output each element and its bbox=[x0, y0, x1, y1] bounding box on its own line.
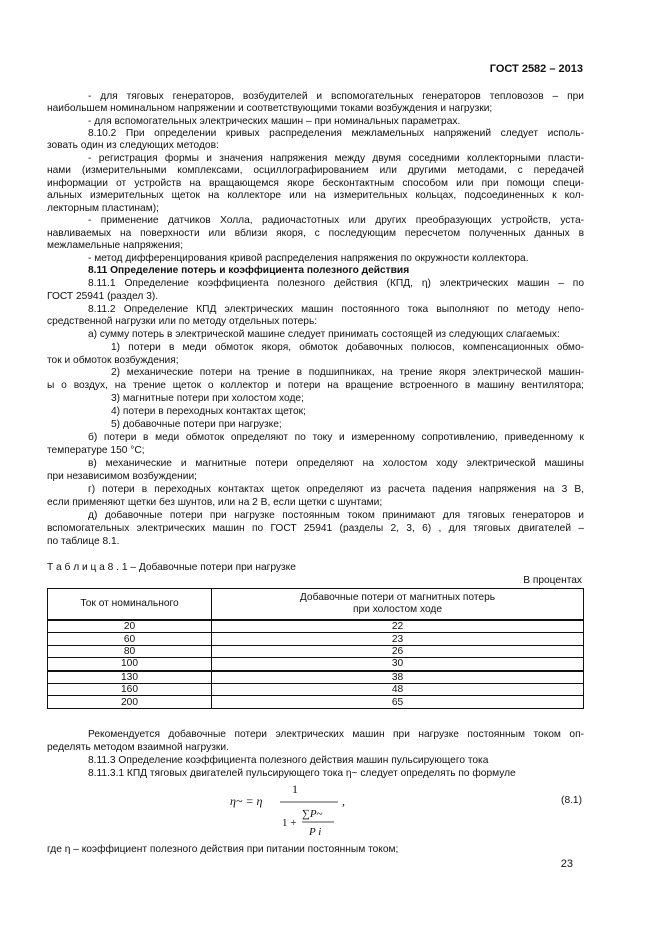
table-cell: 20 bbox=[48, 620, 212, 633]
text-line: температуре 150 °С; bbox=[47, 445, 145, 456]
text-line: - для вспомогательных электрических машин – при номинальных параметрах. bbox=[88, 116, 461, 127]
formula-sum: ∑P~ bbox=[302, 808, 323, 820]
section-heading: 8.11 Определение потерь и коэффициента полезного действия bbox=[88, 265, 410, 276]
table-cell: 23 bbox=[212, 633, 584, 645]
equation-number: (8.1) bbox=[561, 795, 582, 806]
formula-denominator-prefix: 1 + bbox=[282, 817, 297, 829]
table-cell: 30 bbox=[212, 658, 584, 671]
text-line: ГОСТ 25941 (раздел 3). bbox=[47, 291, 159, 302]
document-id: ГОСТ 2582 – 2013 bbox=[489, 63, 583, 75]
efficiency-formula bbox=[230, 781, 370, 843]
text-line: 8.11.3 Определение коэффициента полезного действия машин пульсирующего тока bbox=[88, 755, 489, 766]
text-line: если применяют щетки без шунтов, или на 2 В, если щетки с шунтами; bbox=[47, 497, 383, 508]
table-cell: 65 bbox=[212, 696, 584, 708]
text-line: лекторным пластинам); bbox=[47, 203, 159, 214]
svg-text:,: , bbox=[342, 794, 345, 808]
where-line: где η – коэффициент полезного действия при питании постоянным током; bbox=[47, 844, 399, 855]
table-header-current: Ток от номинального bbox=[48, 589, 212, 621]
table-caption-title: – Добавочные потери при нагрузке bbox=[127, 562, 296, 573]
text-line: - регистрация формы и значения напряжения между двумя соседними коллекторными пласти- bbox=[88, 153, 584, 164]
table-cell: 60 bbox=[48, 633, 212, 645]
table-cell: 130 bbox=[48, 671, 212, 684]
table-cell: 200 bbox=[48, 696, 212, 708]
table-cell: 38 bbox=[212, 671, 584, 684]
text-line: альных измерительных щеток на коллекторе или на измерительных кольцах, подсоединенных к кол- bbox=[47, 190, 584, 201]
text-line: информации от устройств на вращающемся якоре бесконтактным способом или при помощи специ- bbox=[47, 178, 584, 189]
table-cell: 80 bbox=[48, 645, 212, 657]
table-caption-label: Т а б л и ц а 8 . 1 bbox=[47, 562, 128, 573]
table-cell: 26 bbox=[212, 645, 584, 657]
formula-numerator: 1 bbox=[292, 782, 298, 796]
text-line: вспомогательных электрических машин по ГОСТ 25941 (разделы 2, 3, 6) , для тяговых двигателей – bbox=[47, 523, 584, 534]
text-line: 4) потери в переходных контактах щеток; bbox=[111, 406, 306, 417]
text-line: межламельные напряжения; bbox=[47, 240, 184, 251]
table-units: В процентах bbox=[523, 575, 582, 586]
text-line: 8.10.2 При определении кривых распределения межламельных напряжений следует исполь- bbox=[88, 128, 584, 139]
text-line: 1) потери в меди обмоток якоря, обмоток добавочных полюсов, компенсационных обмо- bbox=[111, 342, 584, 353]
table-cell: 22 bbox=[212, 620, 584, 633]
table-cell: 48 bbox=[212, 683, 584, 695]
text-line: 8.11.2 Определение КПД электрических машин постоянного тока выполняют по методу непо- bbox=[88, 304, 584, 315]
text-line: ределять методом взаимной нагрузки. bbox=[47, 742, 229, 753]
table-cell: 160 bbox=[48, 683, 212, 695]
text-line: ток и обмоток возбуждения; bbox=[47, 355, 179, 366]
formula-lhs: η~ = η bbox=[230, 794, 263, 808]
text-line: 8.11.1 Определение коэффициента полезного действия (КПД, η) электрических машин – по bbox=[88, 278, 584, 289]
table-header-losses: Добавочные потери от магнитных потерь при холостом ходе bbox=[212, 589, 584, 621]
text-line: 5) добавочные потери при нагрузке; bbox=[111, 419, 282, 430]
text-line: - метод дифференцирования кривой распределения напряжения по окружности коллектора. bbox=[88, 253, 529, 264]
text-line: по таблице 8.1. bbox=[47, 536, 120, 547]
page-number: 23 bbox=[560, 858, 573, 870]
table-caption bbox=[47, 562, 296, 573]
table-cell: 100 bbox=[48, 658, 212, 671]
text-line: наибольшем номинальном напряжении и соответствующими токами возбуждения и нагрузки; bbox=[47, 103, 493, 114]
losses-table bbox=[47, 588, 584, 709]
text-line: б) потери в меди обмоток определяют по току и измеренному сопротивлению, приведенному к bbox=[88, 432, 584, 443]
text-line: навливаемых на поверхности или вблизи якоря, с последующим пересчетом полученных данных в bbox=[47, 228, 584, 239]
text-line: а) сумму потерь в электрической машине следует принимать состоящей из следующих слагаемых: bbox=[88, 329, 560, 340]
text-line: д) добавочные потери при нагрузке постоянным током принимают для тяговых генераторов и bbox=[88, 510, 584, 521]
text-line: зовать один из следующих методов: bbox=[47, 140, 219, 151]
text-line: - для тяговых генераторов, возбудителей и вспомогательных генераторов тепловозов – при bbox=[88, 91, 584, 102]
text-line: г) потери в переходных контактах щеток определяют из расчета падения напряжения на 3 В, bbox=[88, 484, 584, 495]
text-line: - применение датчиков Холла, радиочастотных или других преобразующих устройств, уста- bbox=[88, 215, 584, 226]
text-line: 2) механические потери на трение в подшипниках, на трение якоря электрической машин- bbox=[111, 367, 584, 378]
text-line: нами (измерительными комплексами, осциллографированием или другими методами, с передачей bbox=[47, 165, 584, 176]
text-line: при независимом возбуждении; bbox=[47, 471, 197, 482]
formula-pi: P i bbox=[309, 826, 322, 838]
text-line: средственной нагрузки или по методу отдельных потерь: bbox=[47, 316, 318, 327]
text-line: ы о воздух, на трение щеток о коллектор и потери на вращение встроенного в машину вентилятора; bbox=[47, 380, 584, 391]
text-line: Рекомендуется добавочные потери электрических машин при нагрузке постоянным током оп- bbox=[88, 729, 584, 740]
text-line: 8.11.3.1 КПД тяговых двигателей пульсирующего тока η~ следует определять по формуле bbox=[88, 768, 516, 779]
text-line: в) механические и магнитные потери определяют на холостом ходу электрической машины bbox=[88, 458, 584, 469]
text-line: 3) магнитные потери при холостом ходе; bbox=[111, 393, 304, 404]
